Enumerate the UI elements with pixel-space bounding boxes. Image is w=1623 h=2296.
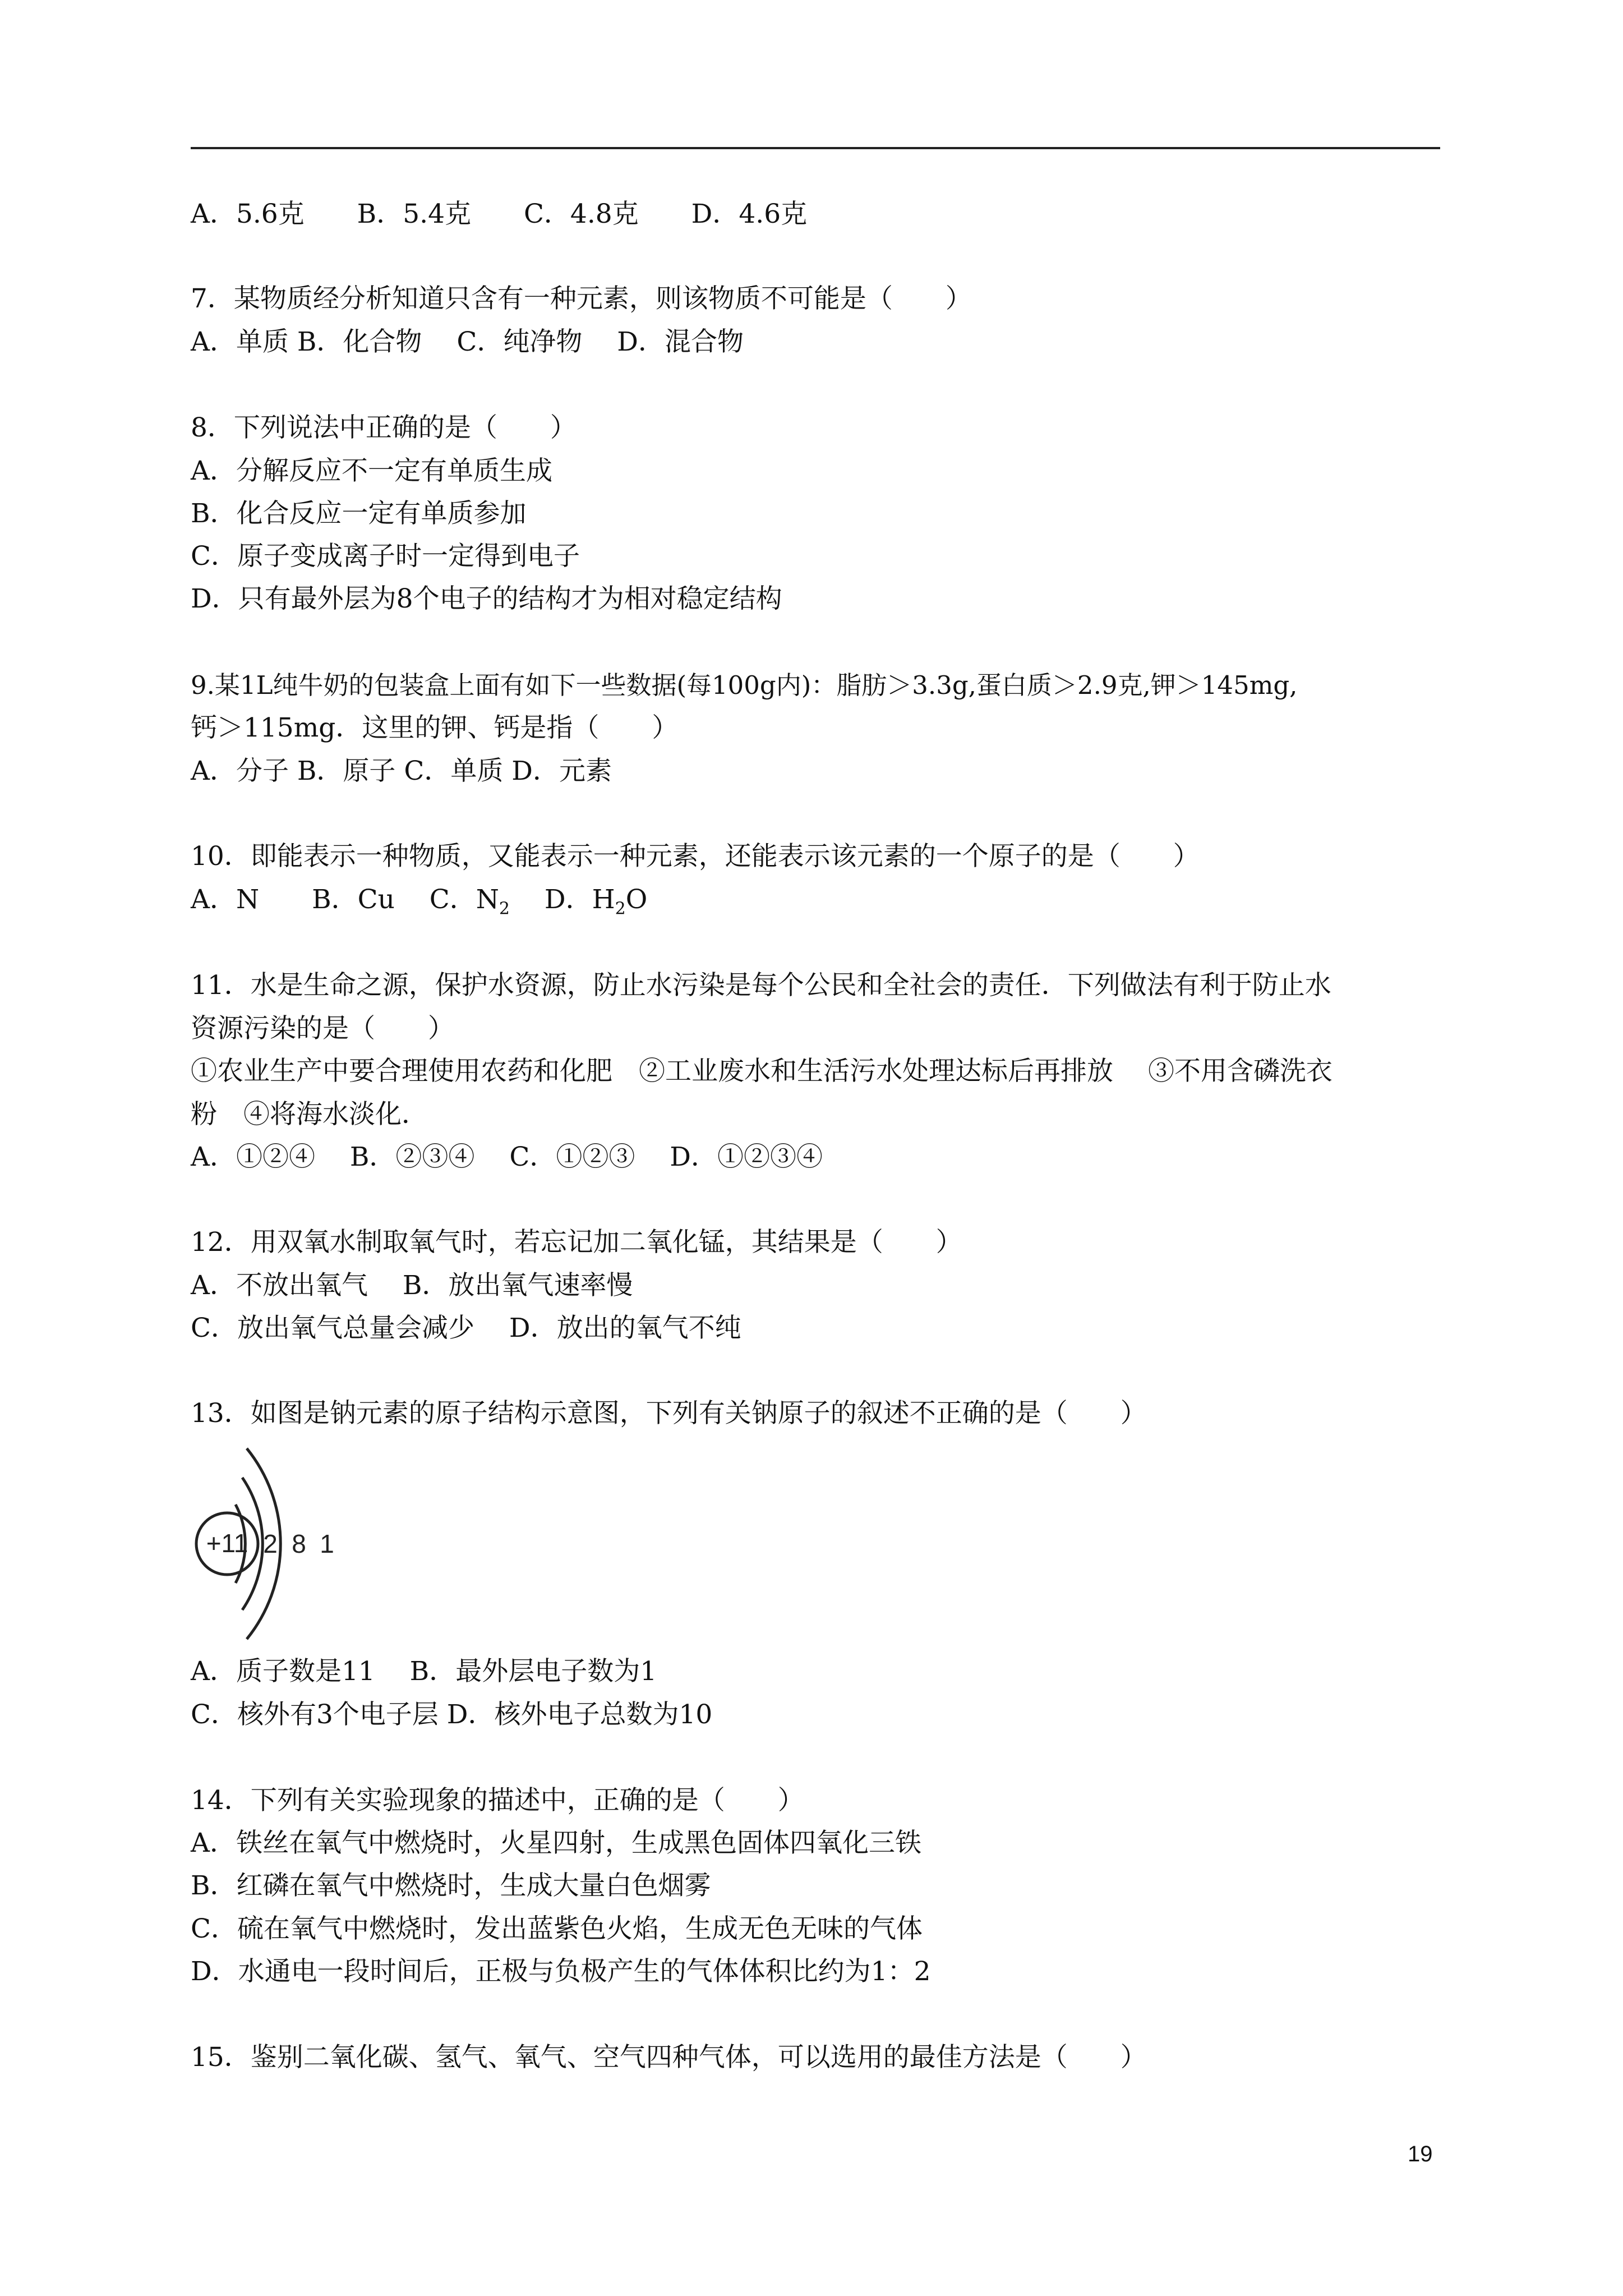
q12-stem: 12．用双氧水制取氧气时，若忘记加二氧化锰，其结果是（ ） bbox=[191, 1227, 962, 1258]
q11-stem-line1: 11．水是生命之源，保护水资源，防止水污染是每个公民和全社会的责任．下列做法有利于防止水 bbox=[191, 970, 1331, 1001]
q8-option-a: A．分解反应不一定有单质生成 bbox=[191, 455, 552, 486]
prev-question-options: A．5.6克 B．5.4克 C．4.8克 D．4.6克 bbox=[191, 199, 808, 229]
q14-option-b: B．红磷在氧气中燃烧时，生成大量白色烟雾 bbox=[191, 1870, 711, 1901]
nucleus-charge: +11 bbox=[206, 1529, 248, 1558]
q12-options-ab: A．不放出氧气 B．放出氧气速率慢 bbox=[191, 1270, 633, 1301]
q14-option-d: D．水通电一段时间后，正极与负极产生的气体体积比约为1：2 bbox=[191, 1956, 931, 1987]
q13-options-cd: C．核外有3个电子层 D．核外电子总数为10 bbox=[191, 1699, 713, 1730]
q8-option-d: D．只有最外层为8个电子的结构才为相对稳定结构 bbox=[191, 583, 782, 614]
q10-option-d-tail: O bbox=[625, 884, 648, 915]
shell-1-electrons: 2 bbox=[263, 1529, 278, 1558]
page-number: 19 bbox=[1408, 2142, 1433, 2166]
q8-option-b: B．化合反应一定有单质参加 bbox=[191, 498, 527, 529]
q9-options: A．分子 B．原子 C．单质 D．元素 bbox=[191, 756, 612, 786]
shell-3-electrons: 1 bbox=[320, 1529, 334, 1558]
q10-option-c-subscript: 2 bbox=[499, 899, 510, 919]
q14-stem: 14．下列有关实验现象的描述中，正确的是（ ） bbox=[191, 1785, 804, 1816]
q14-option-c: C．硫在氧气中燃烧时，发出蓝紫色火焰，生成无色无味的气体 bbox=[191, 1913, 923, 1944]
q10-stem: 10．即能表示一种物质，又能表示一种元素，还能表示该元素的一个原子的是（ ） bbox=[191, 841, 1200, 872]
q7-stem: 7．某物质经分析知道只含有一种元素，则该物质不可能是（ ） bbox=[191, 283, 972, 314]
q14-option-a: A．铁丝在氧气中燃烧时，火星四射，生成黑色固体四氧化三铁 bbox=[191, 1828, 921, 1858]
sodium-atom-structure-diagram bbox=[191, 1432, 348, 1656]
shell-2-electrons: 8 bbox=[292, 1529, 306, 1558]
q8-option-c: C．原子变成离子时一定得到电子 bbox=[191, 541, 580, 572]
q9-stem-line1: 9.某1L纯牛奶的包装盒上面有如下一些数据(每100g内)：脂肪＞3.3g,蛋白质＞2.9克,钾＞145mg, bbox=[191, 670, 1298, 700]
q11-items-line2: 粉 ④将海水淡化． bbox=[191, 1099, 428, 1130]
header-rule bbox=[191, 147, 1440, 149]
q10-option-a: A．N bbox=[191, 884, 312, 915]
q7-options: A．单质 B．化合物 C．纯净物 D．混合物 bbox=[191, 326, 744, 357]
q10-options bbox=[191, 883, 647, 926]
q11-stem-line2: 资源污染的是（ ） bbox=[191, 1013, 454, 1044]
q15-stem: 15．鉴别二氧化碳、氢气、氧气、空气四种气体，可以选用的最佳方法是（ ） bbox=[191, 2042, 1147, 2073]
q10-option-c: C．N bbox=[429, 884, 499, 915]
q10-option-d: D．H bbox=[509, 884, 615, 915]
q9-stem-line2: 钙＞115mg．这里的钾、钙是指（ ） bbox=[191, 712, 679, 743]
q11-items-line1: ①农业生产中要合理使用农药和化肥 ②工业废水和生活污水处理达标后再排放 ③不用含磷洗衣 bbox=[191, 1056, 1332, 1087]
q13-options-ab: A．质子数是11 B．最外层电子数为1 bbox=[191, 1656, 657, 1687]
q8-stem: 8．下列说法中正确的是（ ） bbox=[191, 412, 577, 443]
q12-options-cd: C．放出氧气总量会减少 D．放出的氧气不纯 bbox=[191, 1313, 741, 1343]
q11-options: A．①②④ B．②③④ C．①②③ D．①②③④ bbox=[191, 1142, 823, 1172]
q13-stem: 13．如图是钠元素的原子结构示意图，下列有关钠原子的叙述不正确的是（ ） bbox=[191, 1398, 1147, 1429]
q10-option-d-subscript: 2 bbox=[615, 899, 626, 919]
q10-option-b: B．Cu bbox=[312, 884, 430, 915]
